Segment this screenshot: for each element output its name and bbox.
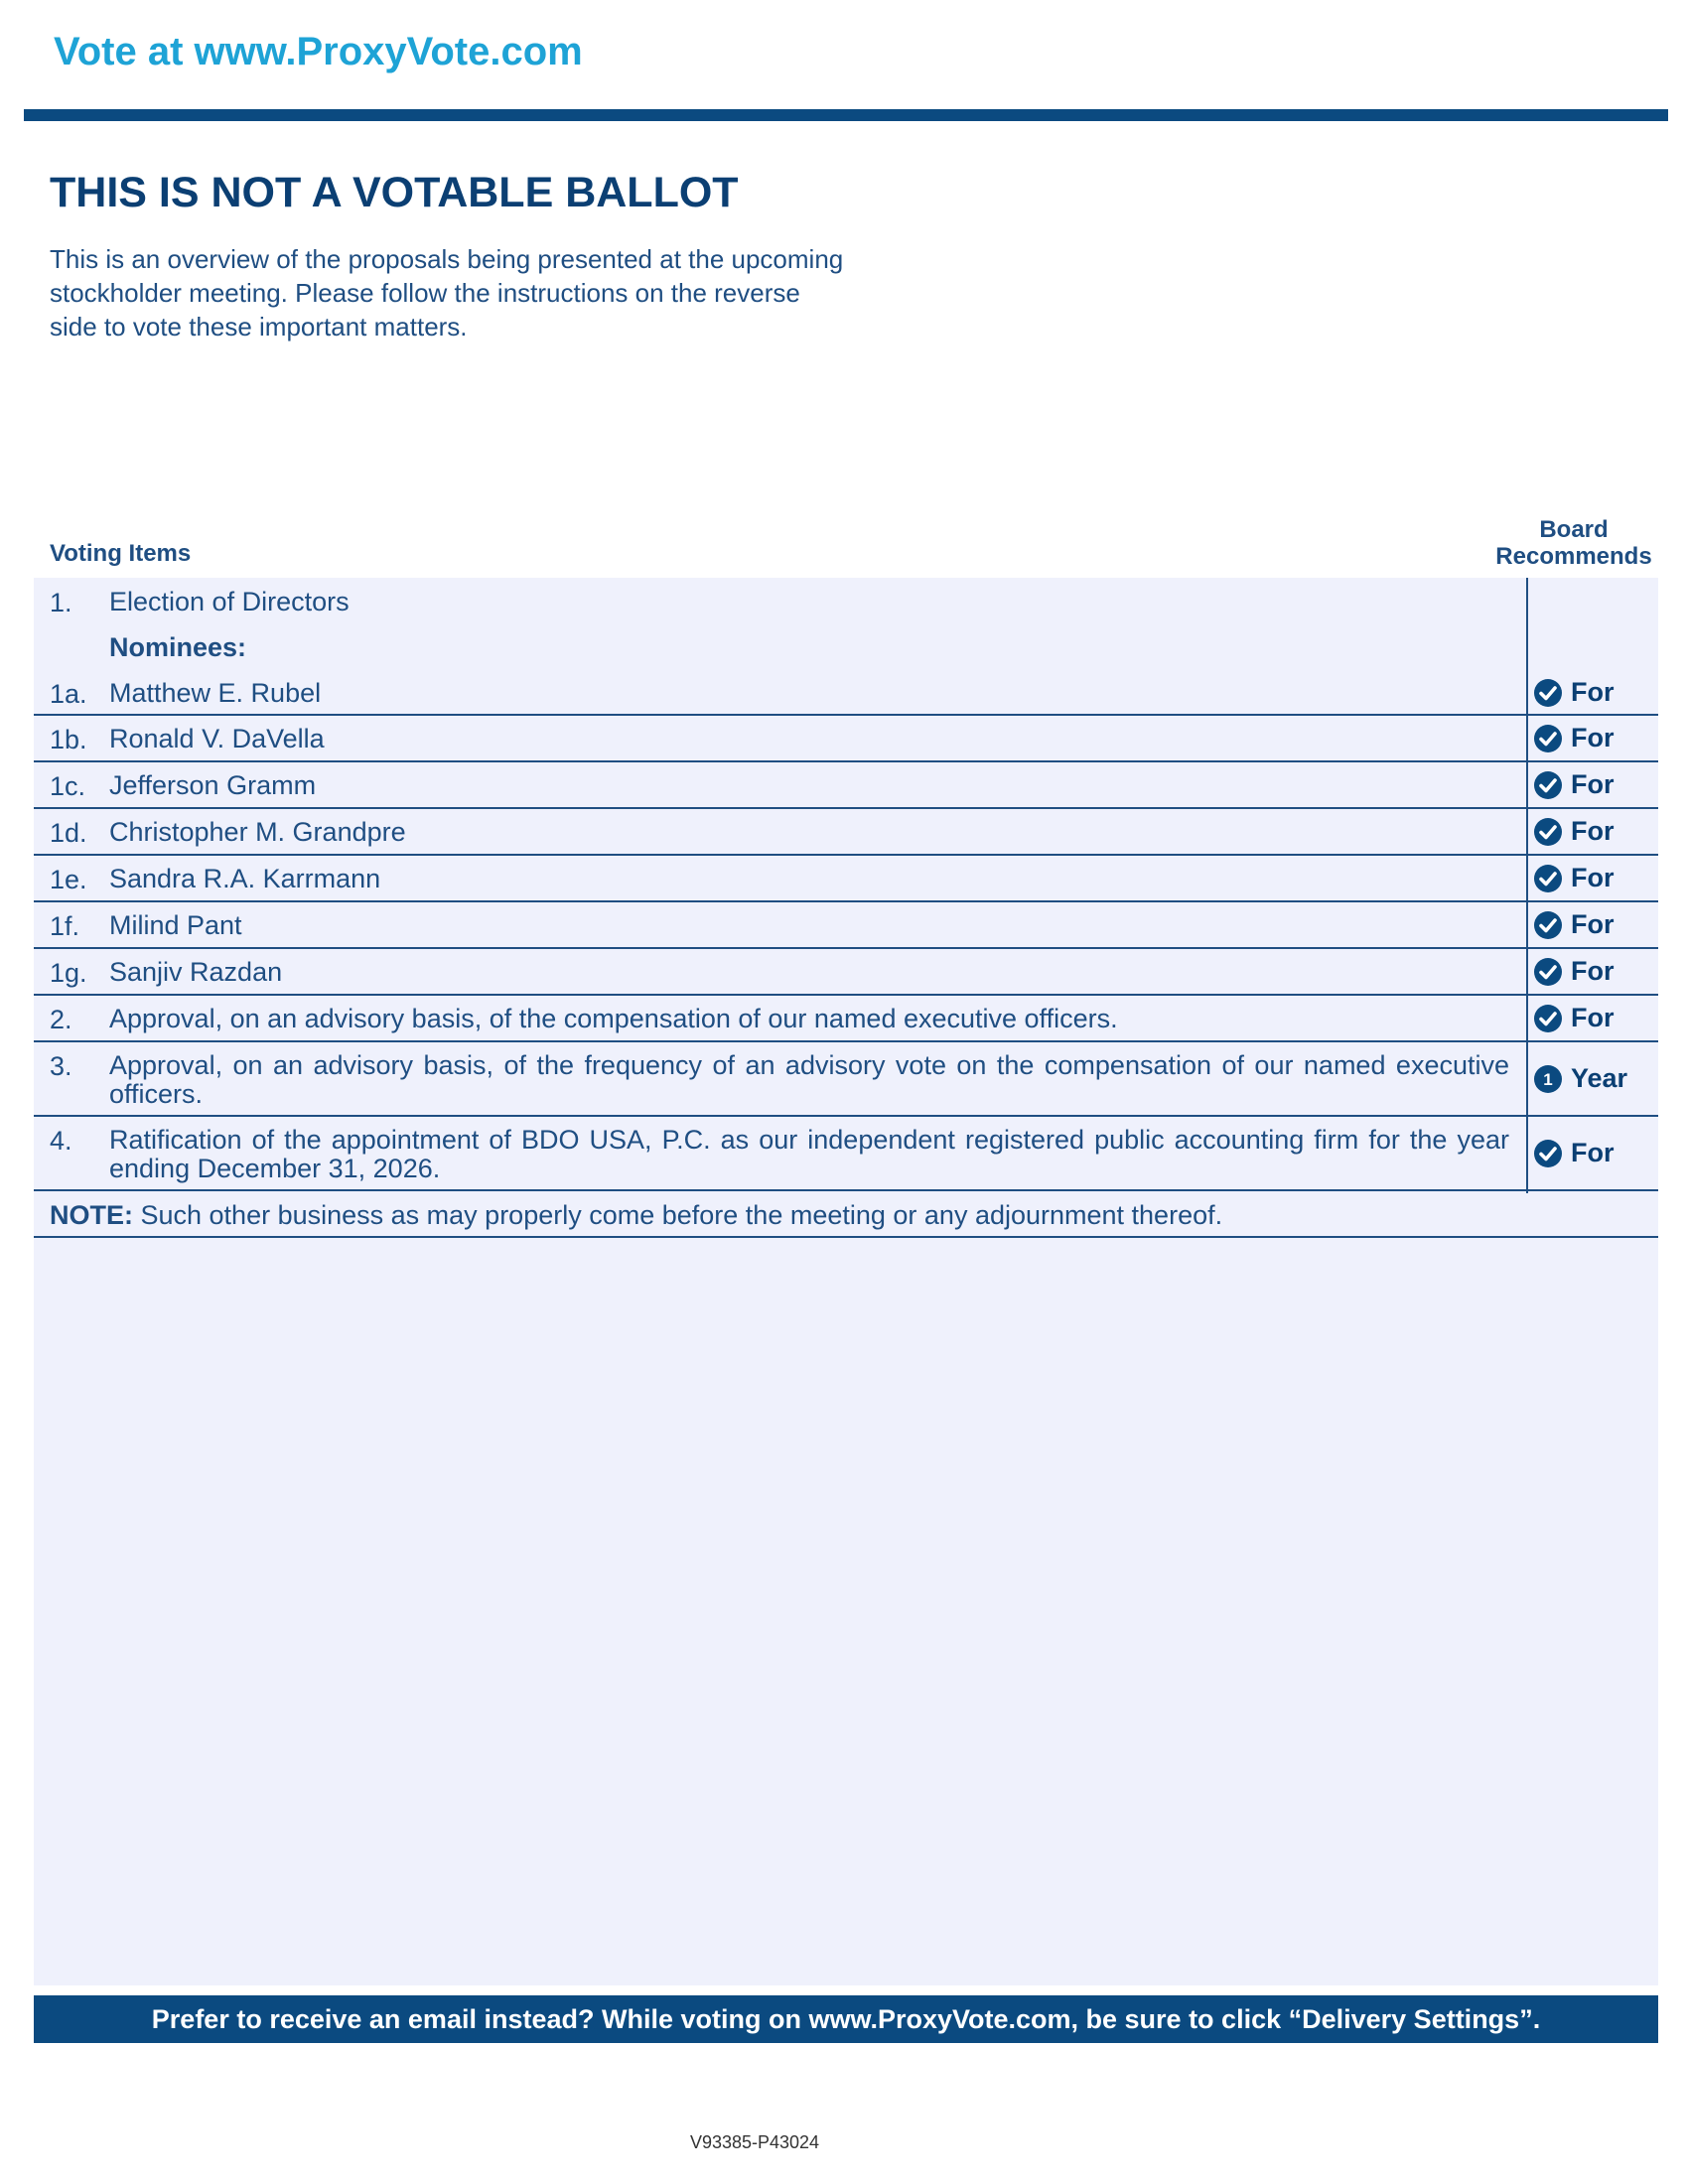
check-icon [1533, 724, 1563, 753]
item-text: Jefferson Gramm [109, 770, 317, 800]
recommendation-label: Year [1571, 1063, 1628, 1093]
item-number: 3. [50, 1051, 72, 1081]
board-recommendation [1533, 863, 1615, 893]
table-row [34, 1042, 1658, 1117]
board-recommendation [1533, 956, 1615, 987]
table-row [34, 762, 1658, 809]
item-text: Sandra R.A. Karrmann [109, 864, 381, 893]
item-number: 2. [50, 1005, 72, 1034]
check-icon [1533, 864, 1563, 893]
item-text: Sanjiv Razdan [109, 957, 283, 987]
table-row [34, 578, 1658, 623]
board-recommendation [1533, 1063, 1627, 1094]
board-recommendation [1533, 677, 1615, 708]
check-icon [1533, 910, 1563, 940]
vote-url-heading: Vote at www.ProxyVote.com [54, 30, 583, 73]
board-recommends-label [1489, 516, 1658, 570]
check-icon [1533, 770, 1563, 800]
recommendation-label: For [1571, 863, 1615, 892]
nominees-label: Nominees: [109, 632, 247, 662]
item-text: Election of Directors [109, 587, 350, 616]
table-row [34, 716, 1658, 762]
recommendation-label: For [1571, 1138, 1615, 1167]
check-icon [1533, 817, 1563, 847]
item-number: 1f. [50, 911, 80, 941]
table-row [34, 902, 1658, 949]
item-number: 1g. [50, 958, 87, 988]
note-row [34, 1191, 1658, 1238]
board-recommendation [1533, 723, 1615, 753]
item-number: 1b. [50, 725, 87, 754]
table-row [34, 623, 1658, 669]
table-row [34, 949, 1658, 996]
board-label-line1: Board [1539, 516, 1609, 543]
table-row [34, 856, 1658, 902]
item-text: Christopher M. Grandpre [109, 817, 406, 847]
table-row [34, 996, 1658, 1042]
table-row [34, 1117, 1658, 1191]
check-icon [1533, 1139, 1563, 1168]
recommendation-label: For [1571, 723, 1615, 752]
board-recommendation [1533, 769, 1615, 800]
recommendation-label: For [1571, 909, 1615, 939]
number-one-icon [1533, 1064, 1563, 1094]
svg-text:1: 1 [1543, 1069, 1553, 1089]
check-icon [1533, 1004, 1563, 1033]
header-rule [24, 109, 1668, 121]
email-delivery-banner: Prefer to receive an email instead? While voting on www.ProxyVote.com, be sure to click “Delivery Settings”. [34, 1995, 1658, 2043]
note-label: NOTE: [50, 1200, 133, 1230]
table-row [34, 809, 1658, 856]
item-text: Matthew E. Rubel [109, 678, 322, 708]
board-recommendation [1533, 1003, 1615, 1033]
item-number: 1. [50, 588, 72, 617]
item-text: Ronald V. DaVella [109, 724, 325, 753]
item-number: 1e. [50, 865, 87, 894]
note-text [50, 1200, 1222, 1231]
item-text: Ratification of the appointment of BDO USA, P.C. as our independent registered public accounting firm for the year ending December 31, 2026. [109, 1125, 1509, 1183]
item-number: 1c. [50, 771, 86, 801]
recommendation-label: For [1571, 816, 1615, 846]
item-number: 1d. [50, 818, 87, 848]
board-recommendation [1533, 1138, 1615, 1168]
board-label-line2: Recommends [1495, 543, 1652, 570]
recommendation-label: For [1571, 769, 1615, 799]
intro-paragraph: This is an overview of the proposals being presented at the upcoming stockholder meeting. Please follow the instructions on the reverse side to vote these important matters. [50, 244, 844, 341]
check-icon [1533, 678, 1563, 708]
table-row [34, 669, 1658, 716]
item-number: 1a. [50, 679, 87, 709]
page-title: THIS IS NOT A VOTABLE BALLOT [50, 169, 739, 216]
board-recommendation [1533, 909, 1615, 940]
recommendation-label: For [1571, 1003, 1615, 1032]
board-recommendation [1533, 816, 1615, 847]
note-body: Such other business as may properly come before the meeting or any adjournment thereof. [133, 1200, 1223, 1230]
item-text: Milind Pant [109, 910, 242, 940]
voting-items-label: Voting Items [50, 540, 192, 567]
item-text: Approval, on an advisory basis, of the compensation of our named executive officers. [109, 1004, 1118, 1033]
check-icon [1533, 957, 1563, 987]
recommendation-label: For [1571, 677, 1615, 707]
recommendation-label: For [1571, 956, 1615, 986]
item-number: 4. [50, 1126, 72, 1156]
item-text: Approval, on an advisory basis, of the frequency of an advisory vote on the compensation of our named executive officers. [109, 1050, 1509, 1109]
document-code: V93385-P43024 [689, 2132, 820, 2152]
